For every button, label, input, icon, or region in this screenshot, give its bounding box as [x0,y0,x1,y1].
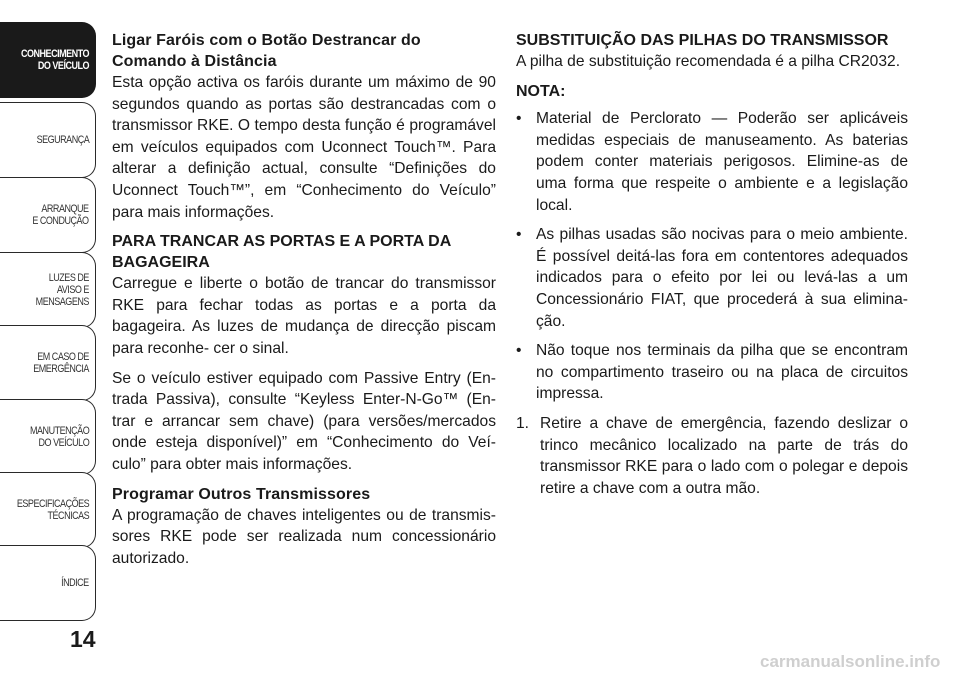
list-item [516,224,908,332]
tab-indice[interactable] [0,545,96,621]
section-heading: Ligar Faróis com o Botão Destrancar do Comando à Distância [112,32,421,70]
list-item-text: Retire a chave de emergência, fazendo deslizar o trinco mecânico localizado na parte de trás do transmissor RKE para o lado com o polegar e depois retire a chave com a outra mão. [540,414,908,497]
paragraph: Se o veículo estiver equipado com Passive Entry (En- trada Passiva), consulte “Keyless Enter-N-Go™ (En- trar e arrancar sem chave) (para versões/mercados onde esteja disponível)” em “Conhecimento do Veí- culo” para obter mais informações. [112,369,496,473]
list-item-text: Material de Perclorato — Poderão ser aplicáveis medidas especiais de manuseamento. As baterias podem conter materiais perigosos. Elimine-as de uma forma que respeite o ambiente e a legislação local. [536,110,908,214]
tab-label: ÍNDICE [61,577,89,589]
section-heading: PARA TRANCAR AS PORTAS E A PORTA DA BAGAGEIRA [112,233,451,272]
tab-label: CONHECIMENTO DO VEÍCULO [20,48,89,72]
tab-label: ESPECIFICAÇÕES TÉCNICAS [16,498,89,522]
tab-em-caso-de-emergencia[interactable] [0,325,96,401]
list-item [516,413,908,499]
tab-label: EM CASO DE EMERGÊNCIA [33,351,89,375]
section-heading: SUBSTITUIÇÃO DAS PILHAS DO TRANSMISSOR [516,32,889,49]
paragraph: Carregue e liberte o botão de trancar do transmissor RKE para fechar todas as portas e a porta da bagageira. As luzes de mudança de direcção piscam para reconhe- cer o sinal. [112,275,496,357]
section-heading: Programar Outros Transmissores [112,485,371,503]
page-number: 14 [70,626,96,652]
right-column [516,30,908,499]
list-item [516,340,908,405]
tab-arranque-e-conducao[interactable] [0,177,96,253]
tab-luzes-de-aviso[interactable] [0,252,96,328]
paragraph: A pilha de substituição recomendada é a pilha CR2032. [516,53,901,70]
step-number: 1. [516,414,530,432]
tab-label: MANUTENÇÃO DO VEÍCULO [29,425,89,449]
bullet-mark: • [516,342,522,360]
bullet-mark: • [516,110,522,128]
tab-label: ARRANQUE E CONDUÇÃO [32,203,89,227]
note-bullets [516,108,908,405]
tab-conhecimento-do-veiculo[interactable] [0,22,96,98]
tab-seguranca[interactable] [0,102,96,178]
paragraph: Esta opção activa os faróis durante um máximo de 90 segundos quando as portas são destrancadas com o transmissor RKE. O tempo desta função é programável em veículos equipados com Uconnect Touch™. Para alterar a definição actual, consulte “Definições do Uconnect Touch™”, em “Conhecimento do Veículo” para mais informações. [112,74,496,221]
tab-especificacoes-tecnicas[interactable] [0,472,96,548]
left-column [112,30,496,577]
paragraph: A programação de chaves inteligentes ou de transmis- sores RKE pode ser realizada num concessionário autorizado. [112,506,496,567]
list-item [516,108,908,216]
list-item-text: Não toque nos terminais da pilha que se encontram no compartimento traseiro ou na placa de circuitos impressa. [536,342,908,403]
watermark: carmanualsonline.info [760,652,941,671]
step-list [516,413,908,499]
tab-manutencao-do-veiculo[interactable] [0,399,96,475]
bullet-mark: • [516,226,522,244]
section-sidebar [0,0,98,620]
tab-label: LUZES DE AVISO E MENSAGENS [35,272,89,308]
note-label: NOTA: [516,82,566,100]
tab-label: SEGURANÇA [36,134,89,146]
list-item-text: As pilhas usadas são nocivas para o meio ambiente. É possível deitá-las fora em contentores adequados indicados para o efeito por lei ou levá-las a um Concessionário FIAT, que procederá à sua elimina- ção. [536,226,908,330]
